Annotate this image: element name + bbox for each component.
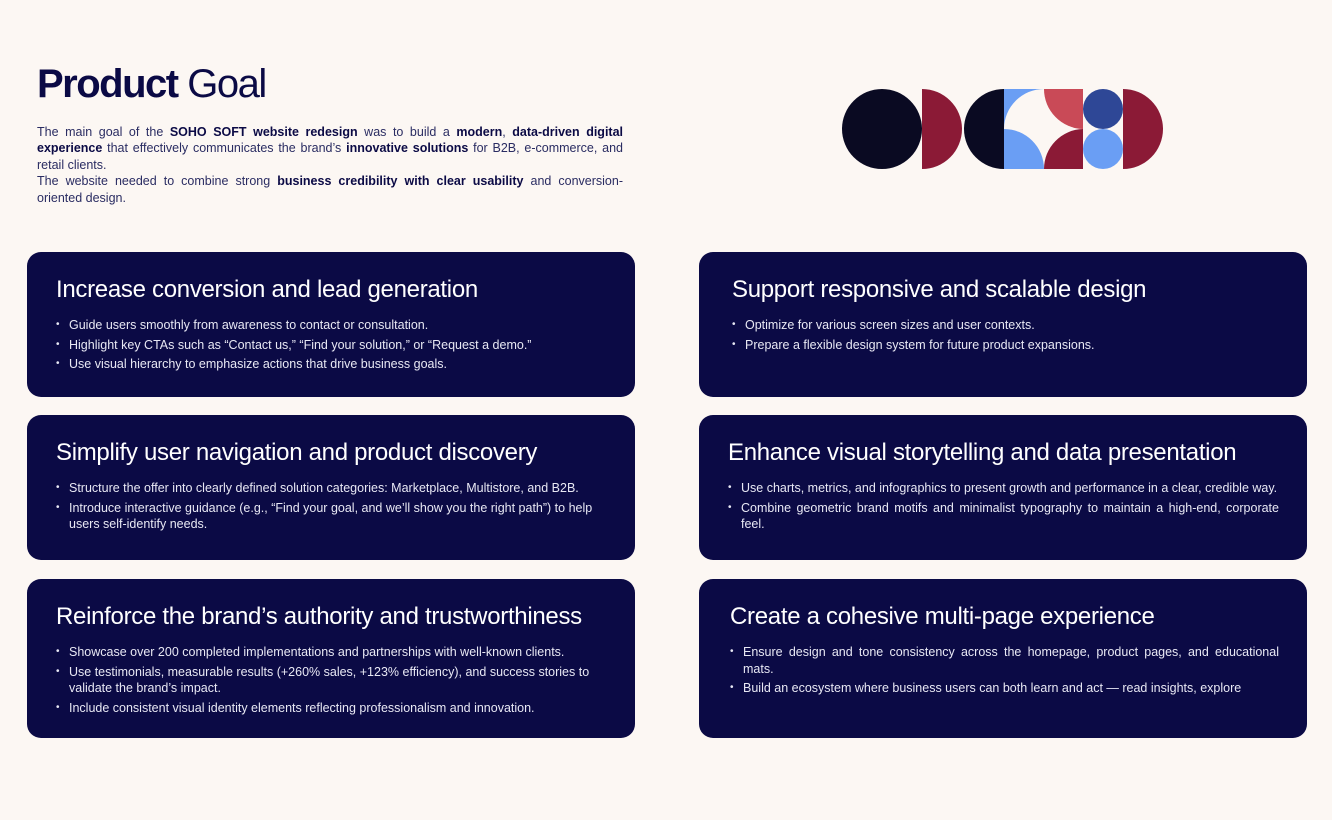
goal-card-conversion [27, 252, 635, 397]
geometric-brand-motif [842, 89, 1164, 170]
card-bullet-list [730, 644, 1279, 697]
title-bold-word: Product [37, 62, 178, 106]
card-title: Enhance visual storytelling and data presentation [728, 439, 1237, 466]
intro-run: The main goal of the [37, 125, 170, 139]
card-bullet-list [728, 480, 1279, 533]
intro-emphasis: SOHO SOFT website redesign [169, 125, 358, 139]
intro-run: , [502, 125, 513, 139]
motif-pink-quarter [1044, 89, 1083, 129]
card-title: Create a cohesive multi-page experience [730, 603, 1155, 630]
intro-text [37, 124, 623, 206]
card-bullet-list [56, 317, 615, 373]
card-bullet: • Optimize for various screen sizes and user contexts. [732, 317, 1279, 334]
motif-maroon-end-half-circle [1123, 89, 1163, 169]
card-bullet: • Showcase over 200 completed implementations and partnerships with well-known clients. [56, 644, 611, 661]
motif-navy-half-circle [964, 89, 1004, 169]
intro-run: for B2B, e-commerce, and retail clients. [37, 141, 623, 172]
card-bullet: • Structure the offer into clearly defined solution categories: Marketplace, Multistore, and B2B. [56, 480, 611, 497]
card-bullet: • Ensure design and tone consistency across the homepage, product pages, and educational mats. [730, 644, 1279, 677]
card-title: Increase conversion and lead generation [56, 276, 478, 303]
card-bullet: • Build an ecosystem where business users can both learn and act — read insights, explore [730, 680, 1279, 697]
motif-maroon-quarter [1044, 129, 1083, 169]
card-bullet: • Include consistent visual identity elements reflecting professionalism and innovation. [56, 700, 611, 717]
intro-emphasis: modern [456, 125, 503, 139]
intro-run: The website needed to combine strong [37, 174, 278, 189]
card-bullet: • Use charts, metrics, and infographics to present growth and performance in a clear, credible way. [728, 480, 1279, 497]
intro-emphasis: innovative solutions [346, 141, 469, 156]
title-light-word: Goal [187, 62, 266, 106]
card-bullet-list [56, 644, 611, 716]
card-bullet-list [732, 317, 1279, 353]
goal-card-authority [27, 579, 635, 738]
intro-paragraph-2 [37, 173, 623, 206]
card-title: Simplify user navigation and product discovery [56, 439, 538, 466]
goal-card-multipage [699, 579, 1307, 738]
goal-card-storytelling [699, 415, 1307, 560]
intro-run: was to build a [357, 125, 457, 139]
page-title [37, 60, 266, 108]
card-bullet: • Guide users smoothly from awareness to contact or consultation. [56, 317, 615, 334]
card-bullet: • Highlight key CTAs such as “Contact us,” “Find your solution,” or “Request a demo.” [56, 337, 615, 354]
motif-maroon-half-circle [922, 89, 962, 169]
card-bullet-list [56, 480, 611, 533]
goal-card-responsive [699, 252, 1307, 397]
card-title: Support responsive and scalable design [732, 276, 1147, 303]
card-bullet: • Use visual hierarchy to emphasize actions that drive business goals. [56, 356, 615, 373]
intro-paragraph-1 [37, 124, 623, 173]
motif-blue-small-circle [1083, 129, 1123, 169]
card-bullet: • Prepare a flexible design system for future product expansions. [732, 337, 1279, 354]
motif-blue-quarter-bottom [1004, 129, 1044, 169]
card-title: Reinforce the brand’s authority and trustworthiness [56, 603, 582, 630]
intro-emphasis: data-driven digital experience [37, 125, 623, 156]
intro-run: and conversion-oriented design. [37, 174, 623, 205]
card-bullet: • Introduce interactive guidance (e.g., “Find your goal, and we’ll show you the right path”) to help users self-identify needs. [56, 500, 611, 533]
motif-royal-small-circle [1083, 89, 1123, 129]
intro-emphasis: business credibility with clear usability [277, 174, 524, 189]
card-bullet: • Use testimonials, measurable results (+260% sales, +123% efficiency), and success stories to validate the brand’s impact. [56, 664, 611, 697]
motif-blue-quarter-top [1004, 89, 1044, 129]
card-bullet: • Combine geometric brand motifs and minimalist typography to maintain a high-end, corporate feel. [728, 500, 1279, 533]
motif-navy-circle [842, 89, 922, 169]
goal-card-navigation [27, 415, 635, 560]
intro-run: that effectively communicates the brand’s [102, 141, 347, 156]
